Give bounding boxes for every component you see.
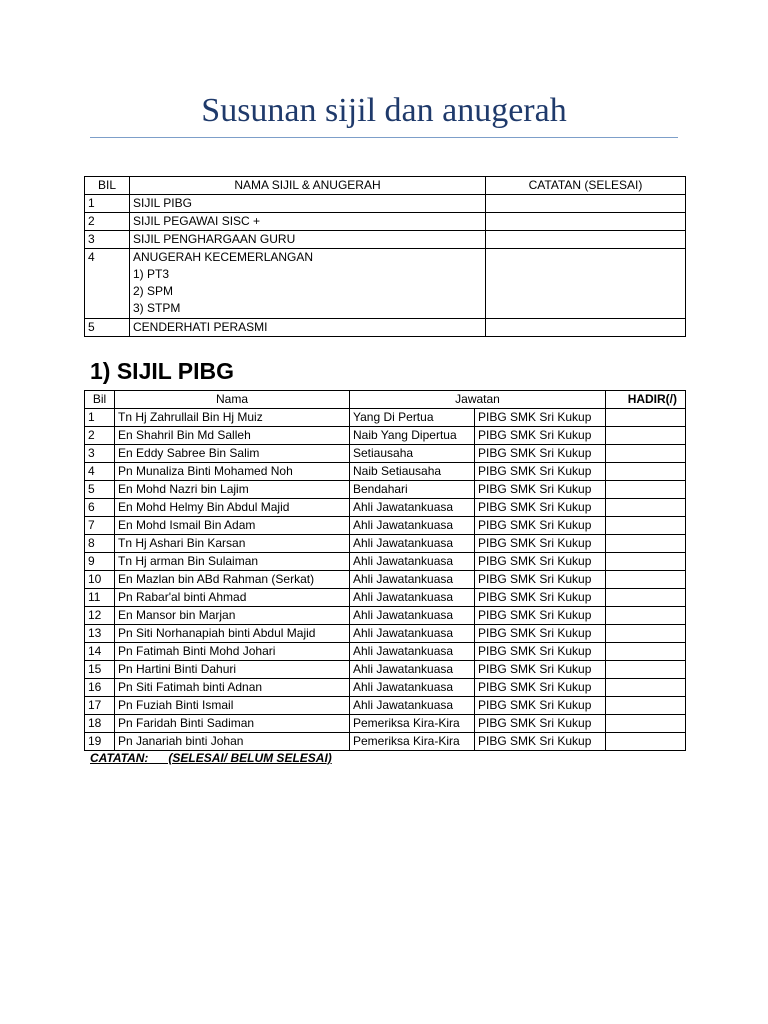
nama-sijil-cell: CENDERHATI PERASMI [130,319,486,337]
unit-cell: PIBG SMK Sri Kukup [475,661,606,679]
unit-cell: PIBG SMK Sri Kukup [475,697,606,715]
bil-cell: 3 [85,445,115,463]
bil-cell: 6 [85,499,115,517]
jawatan-cell: Bendahari [350,481,475,499]
nama-cell: En Mohd Ismail Bin Adam [115,517,350,535]
header-nama: Nama [115,391,350,409]
table-row [85,231,686,249]
unit-cell: PIBG SMK Sri Kukup [475,517,606,535]
jawatan-cell: Ahli Jawatankuasa [350,499,475,517]
table-row [85,607,686,625]
catatan-cell[interactable] [486,195,686,213]
table-row [85,661,686,679]
unit-cell: PIBG SMK Sri Kukup [475,607,606,625]
table-row [85,499,686,517]
bil-cell: 11 [85,589,115,607]
title-underline [90,137,678,138]
jawatan-cell: Ahli Jawatankuasa [350,607,475,625]
table-row [85,481,686,499]
bil-cell: 9 [85,553,115,571]
unit-cell: PIBG SMK Sri Kukup [475,463,606,481]
jawatan-cell: Ahli Jawatankuasa [350,535,475,553]
unit-cell: PIBG SMK Sri Kukup [475,589,606,607]
section-heading: 1) SIJIL PIBG [90,358,235,384]
catatan-note: CATATAN: (SELESAI/ BELUM SELESAI) [90,751,332,765]
hadir-cell[interactable] [606,733,686,751]
nama-cell: Pn Rabar'al binti Ahmad [115,589,350,607]
hadir-cell[interactable] [606,535,686,553]
summary-table [84,176,686,337]
jawatan-cell: Ahli Jawatankuasa [350,679,475,697]
hadir-cell[interactable] [606,499,686,517]
catatan-cell[interactable] [486,319,686,337]
hadir-cell[interactable] [606,589,686,607]
unit-cell: PIBG SMK Sri Kukup [475,409,606,427]
hadir-cell[interactable] [606,661,686,679]
jawatan-cell: Ahli Jawatankuasa [350,553,475,571]
jawatan-cell: Ahli Jawatankuasa [350,643,475,661]
nama-cell: Pn Faridah Binti Sadiman [115,715,350,733]
table-row [85,715,686,733]
unit-cell: PIBG SMK Sri Kukup [475,643,606,661]
bil-cell: 1 [85,409,115,427]
bil-cell: 1 [85,195,130,213]
pibg-header-row [85,391,686,409]
table-row [85,195,686,213]
header-nama-sijil: NAMA SIJIL & ANUGERAH [130,177,486,195]
jawatan-cell: Ahli Jawatankuasa [350,589,475,607]
bil-cell: 4 [85,249,130,319]
bil-cell: 16 [85,679,115,697]
nama-cell: Pn Fatimah Binti Mohd Johari [115,643,350,661]
hadir-cell[interactable] [606,625,686,643]
nama-cell: Tn Hj Ashari Bin Karsan [115,535,350,553]
table-row [85,625,686,643]
hadir-cell[interactable] [606,571,686,589]
catatan-cell[interactable] [486,213,686,231]
bil-cell: 12 [85,607,115,625]
nama-cell: Pn Fuziah Binti Ismail [115,697,350,715]
jawatan-cell: Yang Di Pertua [350,409,475,427]
nama-sijil-list [133,249,482,317]
bil-cell: 13 [85,625,115,643]
jawatan-cell: Ahli Jawatankuasa [350,517,475,535]
unit-cell: PIBG SMK Sri Kukup [475,571,606,589]
jawatan-cell: Naib Setiausaha [350,463,475,481]
table-row [85,679,686,697]
bil-cell: 15 [85,661,115,679]
table-row [85,643,686,661]
hadir-cell[interactable] [606,427,686,445]
nama-cell: Tn Hj Zahrullail Bin Hj Muiz [115,409,350,427]
sub-item: 2) SPM [133,284,174,298]
jawatan-cell: Ahli Jawatankuasa [350,661,475,679]
unit-cell: PIBG SMK Sri Kukup [475,535,606,553]
hadir-cell[interactable] [606,445,686,463]
table-row [85,427,686,445]
table-row [85,733,686,751]
jawatan-cell: Ahli Jawatankuasa [350,571,475,589]
bil-cell: 2 [85,427,115,445]
table-row [85,213,686,231]
table-row [85,589,686,607]
jawatan-cell: Pemeriksa Kira-Kira [350,733,475,751]
header-jawatan: Jawatan [350,391,606,409]
unit-cell: PIBG SMK Sri Kukup [475,625,606,643]
catatan-cell[interactable] [486,231,686,249]
hadir-cell[interactable] [606,715,686,733]
bil-cell: 10 [85,571,115,589]
nama-cell: En Mazlan bin ABd Rahman (Serkat) [115,571,350,589]
bil-cell: 14 [85,643,115,661]
bil-cell: 18 [85,715,115,733]
hadir-cell[interactable] [606,679,686,697]
summary-header-row [85,177,686,195]
nama-cell: Pn Hartini Binti Dahuri [115,661,350,679]
table-row [85,445,686,463]
pibg-table [84,390,686,751]
nama-cell: Pn Siti Norhanapiah binti Abdul Majid [115,625,350,643]
unit-cell: PIBG SMK Sri Kukup [475,427,606,445]
jawatan-cell: Ahli Jawatankuasa [350,625,475,643]
table-row [85,553,686,571]
sub-item: 1) PT3 [133,267,170,281]
nama-cell: En Mansor bin Marjan [115,607,350,625]
table-row [85,409,686,427]
table-row [85,319,686,337]
header-hadir: HADIR(/) [606,391,686,409]
nama-cell: Pn Siti Fatimah binti Adnan [115,679,350,697]
unit-cell: PIBG SMK Sri Kukup [475,715,606,733]
bil-cell: 5 [85,319,130,337]
hadir-cell[interactable] [606,409,686,427]
unit-cell: PIBG SMK Sri Kukup [475,445,606,463]
nama-sijil-cell [130,249,486,319]
hadir-cell[interactable] [606,463,686,481]
page-title: Susunan sijil dan anugerah [201,92,567,129]
table-row [85,535,686,553]
unit-cell: PIBG SMK Sri Kukup [475,481,606,499]
bil-cell: 4 [85,463,115,481]
nama-sijil-label: ANUGERAH KECEMERLANGAN [133,250,314,264]
hadir-cell[interactable] [606,607,686,625]
table-row [85,463,686,481]
hadir-cell[interactable] [606,643,686,661]
nama-sijil-cell: SIJIL PIBG [130,195,486,213]
bil-cell: 2 [85,213,130,231]
unit-cell: PIBG SMK Sri Kukup [475,679,606,697]
jawatan-cell: Pemeriksa Kira-Kira [350,715,475,733]
nama-cell: Tn Hj arman Bin Sulaiman [115,553,350,571]
bil-cell: 17 [85,697,115,715]
nama-cell: Pn Janariah binti Johan [115,733,350,751]
nama-cell: En Eddy Sabree Bin Salim [115,445,350,463]
bil-cell: 3 [85,231,130,249]
catatan-cell[interactable] [486,249,686,319]
hadir-cell[interactable] [606,517,686,535]
sub-item: 3) STPM [133,301,181,315]
header-catatan: CATATAN (SELESAI) [486,177,686,195]
nama-sijil-cell: SIJIL PEGAWAI SISC + [130,213,486,231]
jawatan-cell: Setiausaha [350,445,475,463]
hadir-cell[interactable] [606,697,686,715]
unit-cell: PIBG SMK Sri Kukup [475,733,606,751]
jawatan-cell: Ahli Jawatankuasa [350,697,475,715]
hadir-cell[interactable] [606,481,686,499]
header-bil: BIL [85,177,130,195]
nama-cell: En Shahril Bin Md Salleh [115,427,350,445]
header-bil: Bil [85,391,115,409]
table-row [85,249,686,319]
hadir-cell[interactable] [606,553,686,571]
jawatan-cell: Naib Yang Dipertua [350,427,475,445]
nama-cell: En Mohd Nazri bin Lajim [115,481,350,499]
bil-cell: 7 [85,517,115,535]
table-row [85,517,686,535]
bil-cell: 8 [85,535,115,553]
table-row [85,571,686,589]
bil-cell: 5 [85,481,115,499]
nama-cell: Pn Munaliza Binti Mohamed Noh [115,463,350,481]
unit-cell: PIBG SMK Sri Kukup [475,499,606,517]
nama-sijil-cell: SIJIL PENGHARGAAN GURU [130,231,486,249]
bil-cell: 19 [85,733,115,751]
unit-cell: PIBG SMK Sri Kukup [475,553,606,571]
table-row [85,697,686,715]
nama-cell: En Mohd Helmy Bin Abdul Majid [115,499,350,517]
